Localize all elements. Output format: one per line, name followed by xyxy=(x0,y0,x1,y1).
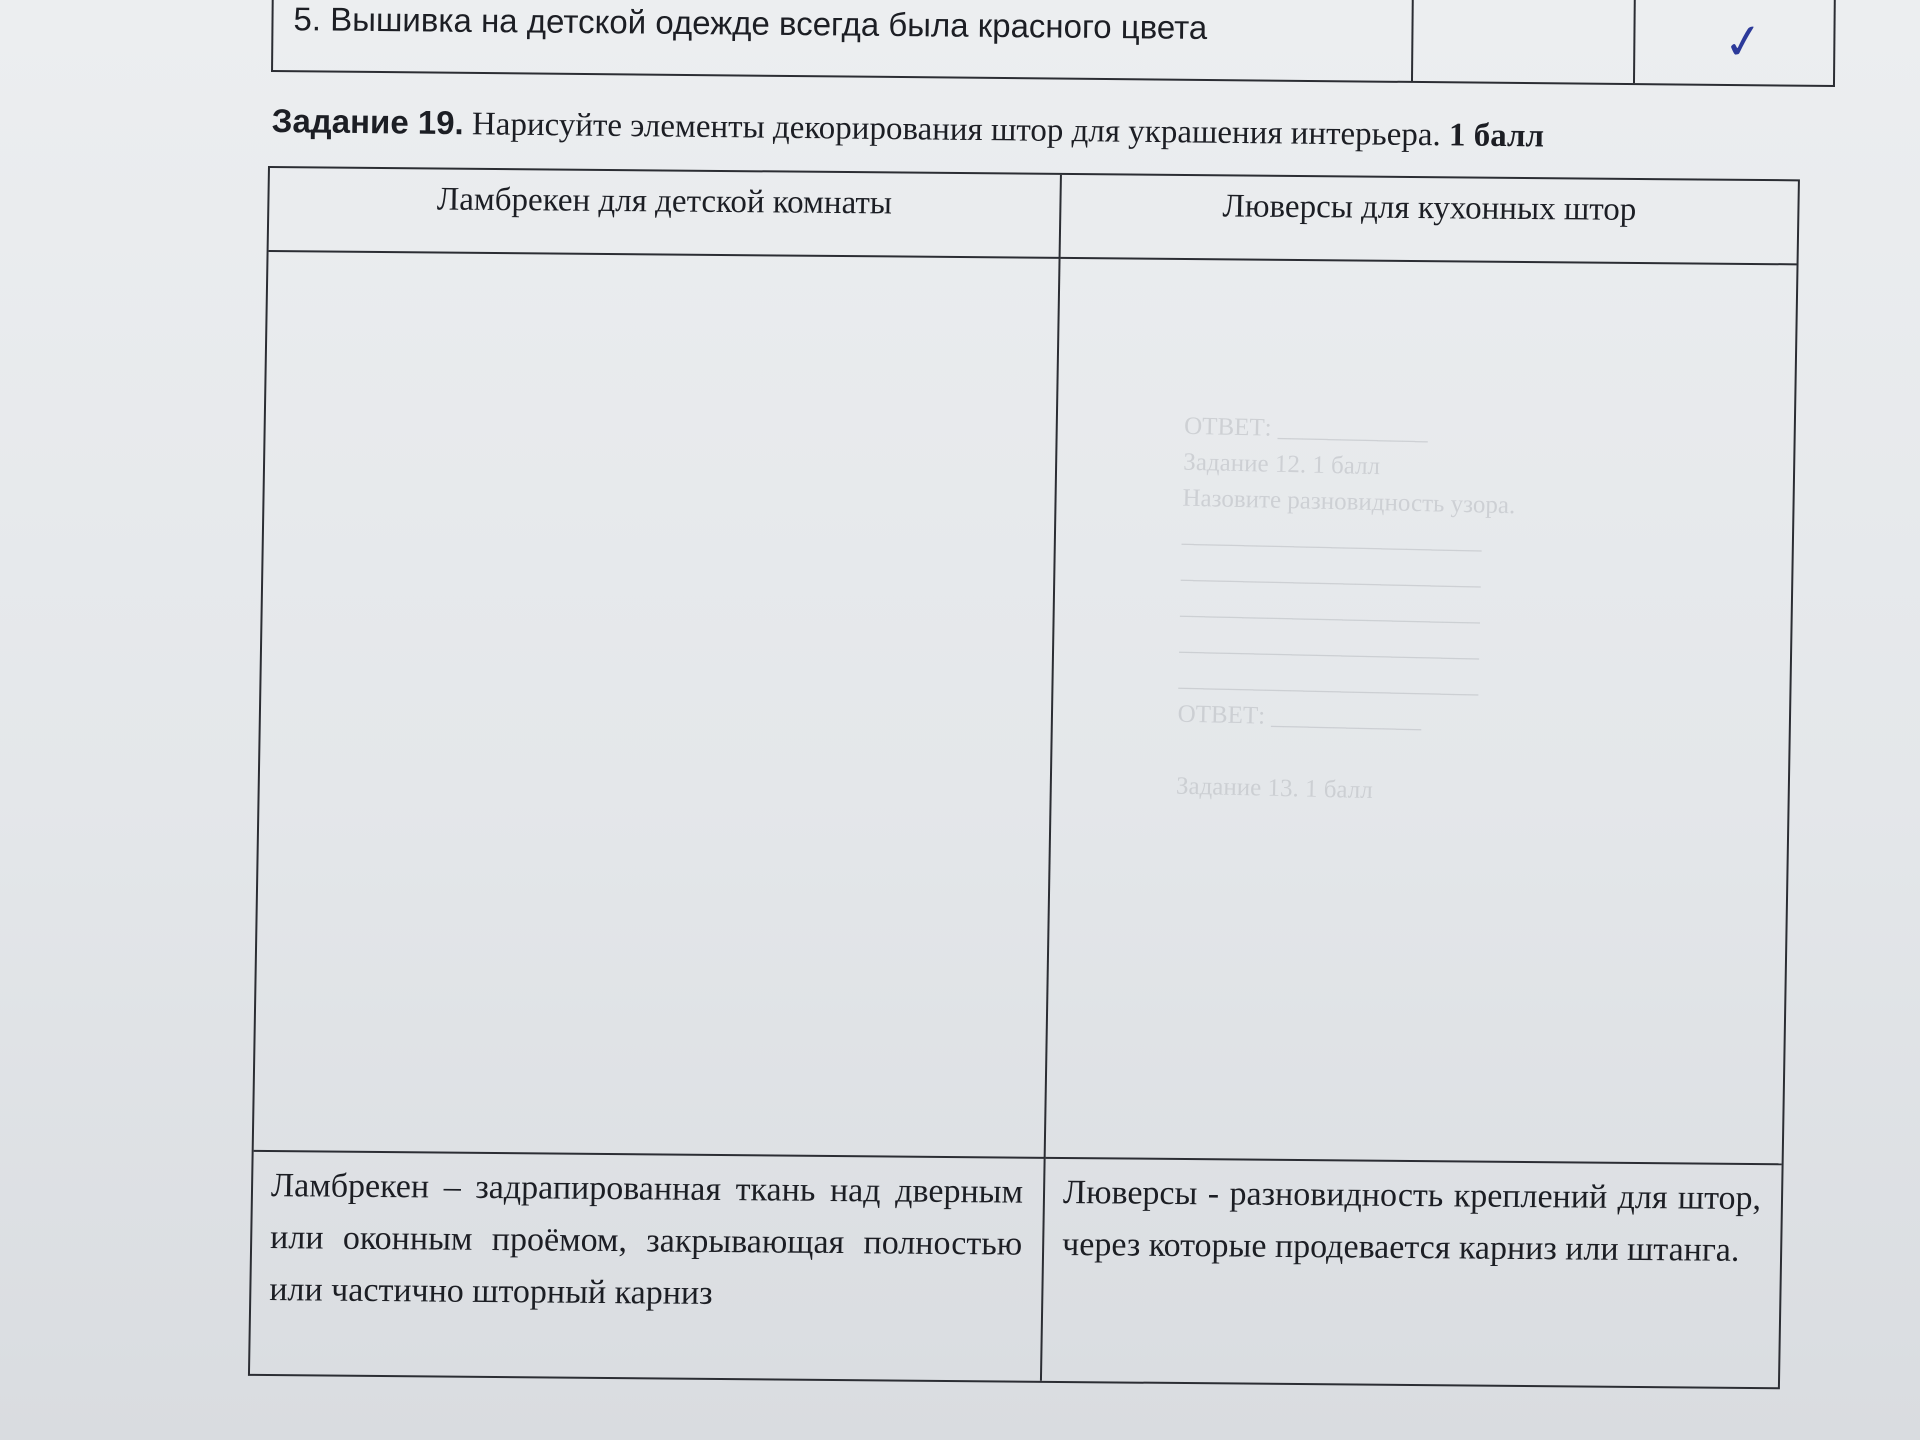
task-text: Нарисуйте элементы декорирования штор для украшения интерьера. xyxy=(471,106,1441,154)
header-grommets: Люверсы для кухонных штор xyxy=(1061,175,1798,265)
header-lambrequin: Ламбрекен для детской комнаты xyxy=(269,168,1062,259)
previous-row-answer-cell xyxy=(1413,0,1636,83)
task-heading xyxy=(272,102,1792,158)
previous-row-statement: 5. Вышивка на детской одежде всегда была красного цвета xyxy=(273,0,1414,81)
bleed-through-text: ОТВЕТ: ____________ Задание 12. 1 балл Назовите разновидность узора. ________________________ ________________________ ________________________ ________________________ ________________________ ОТВЕТ: ____________ Задание 13. 1 балл xyxy=(1175,412,1516,805)
task-table xyxy=(248,166,1800,1389)
checkmark-icon: ✓ xyxy=(1719,11,1768,73)
drawing-area-lambrequin[interactable] xyxy=(254,252,1061,1159)
definition-lambrequin: Ламбрекен – задрапированная ткань над дверным или оконным проёмом, закрывающая полностью или частично шторный карниз xyxy=(250,1152,1046,1381)
task-points: 1 балл xyxy=(1448,117,1545,155)
drawing-area-grommets[interactable] xyxy=(1046,259,1797,1165)
previous-row-answer-cell-checked xyxy=(1635,0,1834,85)
previous-table-row xyxy=(271,0,1836,87)
task-number: Задание 19. xyxy=(271,102,464,142)
definition-grommets: Люверсы - разновидность креплений для штор, через которые продевается карниз или штанга. xyxy=(1061,1173,1762,1269)
